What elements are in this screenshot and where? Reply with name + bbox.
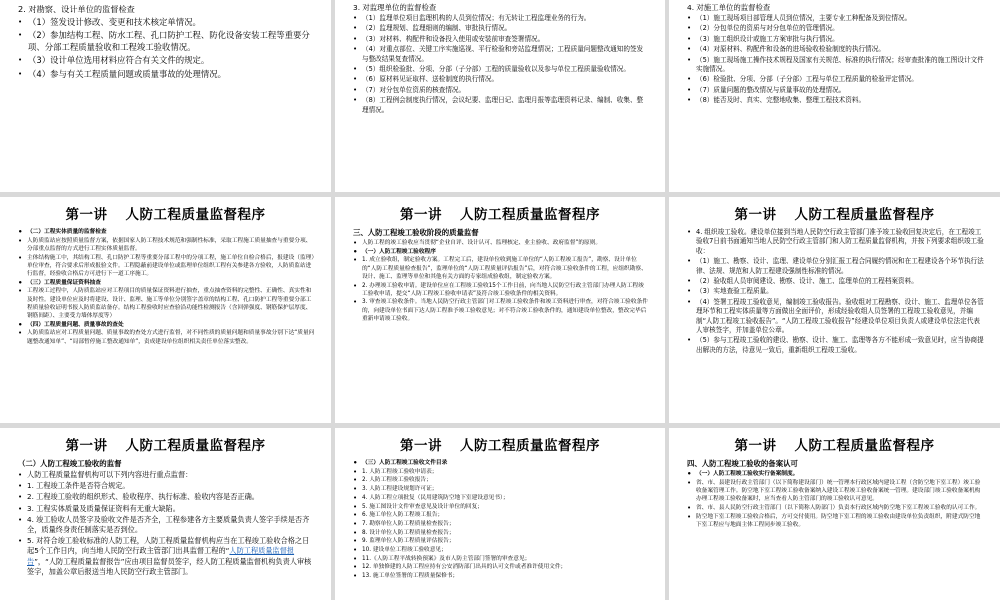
list-item: • （1）监理单位项目监理机构的人员到位情况；有无转让工程监理业务的行为。	[353, 14, 649, 23]
slide-heading: 4. 对施工单位的监督检查	[687, 3, 771, 12]
slide-title	[669, 434, 1000, 454]
list-item: • （4）签署工程竣工验收意见，编制竣工验收报告。验收组对工程勘察、设计、施工、监理单位各管理环节和工程实体质量等方面做出全面评价，形成经验收组人员签署的工程竣工验收意见，并编制“人防工程竣工验收报告”。“人防工程竣工验收报告”经建设单位项目负责人或建设单位法定代表人审核签字，并加盖单位公章。	[687, 298, 984, 336]
slide-7	[0, 428, 331, 600]
list-item: • 工程竣工过程中，人防质监站应对工程项目的质量保证资料进行抽查，重点抽查资料的完整性、正确性、真实性和及时性。建设单位应及时将建设、设计、监理、施工等单位分别签字盖章的结构工程、孔口防护工程等重要分部工程质量验收证明书报人防质监站备存。结构工程验收时应查验沿功能性检测报告（含回弹强度、钢筋保护层厚度、钢筋间距）、主要受力墙体厚度等）	[18, 287, 315, 320]
list-item: • 人防质监站应按照质量监督方案，依据国家人防工程技术规范和强制性标准，采取工程施工质量抽查与重要分项、分部重点监督的方式进行工程实体质量监督。	[18, 237, 315, 253]
list-item: • 1. 工程竣工条件是否符合规定。	[18, 481, 315, 491]
list-item: • （1）施工、勘察、设计、监理、建设单位分别汇报工程合同履约情况和在工程建设各个环节执行法律、法规、规范和人防工程建设强制性标准的情况。	[687, 257, 984, 276]
list-item: • 2. 工程竣工验收的组织形式、验收程序、执行标准、验收内容是否正确。	[18, 492, 315, 502]
lecture-topic: 人防工程质量监督程序	[125, 438, 266, 454]
lecture-topic: 人防工程质量监督程序	[460, 207, 600, 223]
slide-item-list	[353, 459, 649, 580]
slide-2	[335, 0, 665, 192]
list-item: • （3）对材料、构配件和设备投入使用或安装前审查签署情况。	[353, 35, 649, 44]
slide-item-list	[353, 239, 649, 323]
slide-1	[0, 0, 331, 192]
list-item: • 10. 建设单位工程竣工验收意见；	[353, 546, 649, 554]
list-item: • （2）参加结构工程、防水工程、孔口防护工程、防化设备安装工程等重要分项、分部工程质量验收和工程竣工验收情况。	[18, 30, 315, 53]
list-item: • 4. 组织竣工验收。建设单位接到当地人民防空行政主管部门准予竣工验收回复决定后，在工程竣工验收7日前书面通知当地人民防空行政主管部门和人防工程质量监督机构，并按下列要求组织竣工验收：	[687, 228, 984, 256]
slide-3	[669, 0, 1000, 192]
slide-title	[335, 434, 665, 454]
slide-6	[669, 197, 1000, 423]
list-item: • 人防质监站应对工程质量问题、质量事故的查处方式进行监督，对不同性质的质量问题和质量事故分别下达“质量问题整改通知单”、“局部暂停施工整改通知单”，责成建设单位组织相关责任单位落实整改。	[18, 329, 315, 345]
list-item: • （5）参与工程竣工验收的建设、勘察、设计、施工、监理等各方不能形成一致意见时，应当协商提出解决的方法，待意见一致后，重新组织工程竣工验收。	[687, 336, 984, 355]
slide-item-list	[687, 470, 984, 529]
list-item: • （2）验收组人员审阅建设、勘察、设计、施工、监理单位的工程档案资料。	[687, 277, 984, 286]
list-item: • 人防工程的竣工验收应当贯彻“企业自评、设计认可、监理核定、业主验收、政府监督”的原则。	[353, 239, 649, 247]
slide-title	[335, 203, 665, 223]
list-item: • （7）质量问题的整改情况与质量事故的处理情况。	[687, 86, 984, 95]
list-item: • 2. 人防工程竣工验收报告；	[353, 476, 649, 484]
list-item: • 防空地下室工程竣工验收合格后，方可交付使用。防空地下室工程的竣工验收由建设单位负责组织，附建式防空地下室工程应与地面主体工程同步竣工验收。	[687, 513, 984, 529]
list-item: • （三）人防工程竣工验收文件目录	[353, 459, 649, 467]
list-item: • 9. 监理单位人防工程质量评估报告；	[353, 537, 649, 545]
list-item: • （3）实地查验工程质量。	[687, 287, 984, 296]
list-item: • （三）工程质量保证资料抽查	[18, 279, 315, 287]
list-item: • 1. 人防工程竣工验收申请表；	[353, 468, 649, 476]
list-item: • 5. 对符合竣工验收标准的人防工程，人防工程质量监督机构应当在工程竣工验收合格之日起5个工作日内，向当地人民防空行政主管部门出具监督工程的“人防工程质量监督报告”，“人防工程质量监督报告”应由项目监督员签字，经人防工程质量监督机构负责人审核签字，加盖公章后报送当地人民防空行政主管部门。	[18, 536, 315, 577]
slide-heading: 四、人防工程竣工验收的备案认可	[687, 459, 798, 468]
list-item: • （5）组织检验批、分项、分部（子分部）工程的质量验收以及参与单位工程质量验收情况。	[353, 65, 649, 74]
slide-item-list	[18, 17, 315, 81]
list-item: • （1）施工现场项目部管理人员到位情况，主要专业工种配备及到位情况。	[687, 14, 984, 23]
list-item: • 省、市、县建设行政主管部门（以下简称建设部门）统一管理本行政区域内建设工程（含防空地下室工程）竣工验收备案管理工作。防空地下室工程竣工验收备案纳入建设工程竣工验收备案统一管理。建设部门竣工验收备案机构办理工程竣工验收备案时，应当查看人防主管部门的竣工验收认可意见。	[687, 479, 984, 504]
list-item: • （8）能否及时、真实、完整地收集、整理工程技术资料。	[687, 96, 984, 105]
list-item: • 7. 勘察单位人防工程质量检查报告；	[353, 520, 649, 528]
list-item: • （6）原材料见证取样、送检制度的执行情况。	[353, 75, 649, 84]
report-link[interactable]: 人防工程质量监督报告	[27, 546, 295, 566]
list-item: • 3. 审查竣工验收条件。当地人民防空行政主管部门对工程竣工验收条件和竣工资料进行审查，对符合竣工验收条件的，向建设单位书面下达人防工程准予竣工验收意见；对不符合竣工验收条件的，通知建设单位整改，整改完毕后重新申请竣工验收。	[353, 298, 649, 323]
list-item: • 省、市、县人民防空行政主管部门（以下简称人防部门）负责本行政区域内防空地下室工程竣工验收的认可工作。	[687, 504, 984, 512]
list-item: • 4. 人防工程立项批复（民用建筑防空地下室建设意见书）；	[353, 494, 649, 502]
lecture-number: 第一讲	[734, 207, 777, 223]
slide-5	[335, 197, 665, 423]
list-item: • 4. 竣工验收人员签字及验收文件是否齐全，工程参建各方主要质量负责人签字手续是否齐全，质量终身责任制落实是否到位。	[18, 515, 315, 535]
list-item: • 13. 施工单位签署的工程质量保修书；	[353, 572, 649, 580]
list-item: • （3）设计单位选用材料应符合有关文件的规定。	[18, 55, 315, 67]
slide-item-list	[687, 228, 984, 355]
slide-item-list	[687, 14, 984, 106]
list-item: • 1. 成立验收组，制定验收方案。工程完工后，建设单位收到施工单位的“人防工程竣工报告”，勘察、设计单位的“人防工程质量检查报告”，监理单位的“人防工程质量评估报告”后，对符合竣工验收条件的工程，应组织勘察、设计、施工、监理等单位和其他有关方面的专家组成验收组，制定验收方案。	[353, 256, 649, 281]
lecture-number: 第一讲	[65, 207, 108, 223]
slide-item-list	[353, 14, 649, 115]
list-item: • （4）对原材料、构配件和设备的进场验收检验制度的执行情况。	[687, 45, 984, 54]
slide-item-list	[18, 228, 315, 346]
lecture-number: 第一讲	[400, 438, 442, 454]
list-item: • （6）检验批、分项、分部（子分部）工程与单位工程质量的检验评定情况。	[687, 75, 984, 84]
list-item: • （一）人防工程竣工验收程序	[353, 248, 649, 256]
list-item: • （4）对重点部位、关键工序实施巡视、平行检验和旁站监理情况；工程质量问题整改通知的签发与整改结果复查情况。	[353, 45, 649, 64]
lecture-number: 第一讲	[400, 207, 442, 223]
list-item: • （8）工程例会制度执行情况，会议纪要、监理日记、监理月报等监理资料记录、编制、收集、整理情况。	[353, 96, 649, 115]
slide-heading: 三、人防工程竣工验收阶段的质量监督	[353, 228, 479, 237]
lecture-topic: 人防工程质量监督程序	[794, 438, 935, 454]
lecture-number: 第一讲	[734, 438, 777, 454]
list-item: • （二）工程实体质量的监督检查	[18, 228, 315, 236]
list-item: • 3. 人防工程建设规划许可证；	[353, 485, 649, 493]
list-item: • 人防工程质量监督机构可以下列内容进行重点监督：	[18, 470, 315, 480]
list-item: • （4）参与有关工程质量问题或质量事故的处理情况。	[18, 69, 315, 81]
list-item: • （2）监理规划、监理细则的编制、审批执行情况。	[353, 24, 649, 33]
list-item: • （1）签发设计修改、变更和技术核定单情况。	[18, 17, 315, 29]
list-item: • 8. 设计单位人防工程质量检查报告；	[353, 529, 649, 537]
list-item: • （一）人防工程竣工验收实行备案制度。	[687, 470, 984, 478]
list-item: • （7）对分包单位资质的核查情况。	[353, 86, 649, 95]
list-item: • 2. 办理竣工验收申请。建设单位应在工程竣工验收15个工作日前，向当地人民防空行政主管部门办理人防工程竣工验收申请，提交“人防工程竣工验收申请表”及符合竣工验收条件的相关资料。	[353, 282, 649, 298]
lecture-topic: 人防工程质量监督程序	[794, 207, 935, 223]
slide-heading: 3. 对监理单位的监督检查	[353, 3, 437, 12]
list-item: • 5. 施工图设计文件审查意见及设计单位的回复；	[353, 503, 649, 511]
slide-9	[669, 428, 1000, 600]
slide-item-list	[18, 470, 315, 577]
list-item: • 主体结构施工中，其结构工程、孔口防护工程等重要分部工程中的分项工程，施工单位自检合格后，报建设（监理）单位审查，符合要求后形成报验文件。工程隐蔽前建设单位或监理单位组织工程有关参建各方验收，人防质监站进行监督，经验收合格后方可进行下一道工序施工。	[18, 254, 315, 279]
list-item: • 6. 施工单位人防工程竣工报告；	[353, 511, 649, 519]
slide-heading: （二）人防工程竣工验收的监督	[18, 459, 122, 468]
slide-8	[335, 428, 665, 600]
list-item: • 12. 单独修建的人防工程应持有公安消防部门出具的认可文件或者准许使用文件；	[353, 563, 649, 571]
lecture-topic: 人防工程质量监督程序	[460, 438, 600, 454]
slide-4	[0, 197, 331, 423]
list-item: • （3）施工组织设计或施工方案审批与执行情况。	[687, 35, 984, 44]
slide-title	[0, 434, 331, 454]
lecture-topic: 人防工程质量监督程序	[125, 207, 266, 223]
slide-heading: 2. 对勘察、设计单位的监督检查	[18, 4, 135, 14]
list-item: • （四）工程质量问题、质量事故的查处	[18, 321, 315, 329]
slide-title	[669, 203, 1000, 223]
list-item: • （5）施工现场施工操作技术规程及国家有关规范、标准的执行情况；经审查批准的施工图设计文件实施情况。	[687, 56, 984, 75]
list-item: • 11.《人防工程平战转换预案》及市人防主管部门签署的审查意见；	[353, 555, 649, 563]
list-item: • （2）分包单位的资质与对分包单位的管理情况。	[687, 24, 984, 33]
lecture-number: 第一讲	[65, 438, 108, 454]
slide-title	[0, 203, 331, 223]
list-item: • 3. 工程实体质量及质量保证资料有无重大缺陷。	[18, 504, 315, 514]
